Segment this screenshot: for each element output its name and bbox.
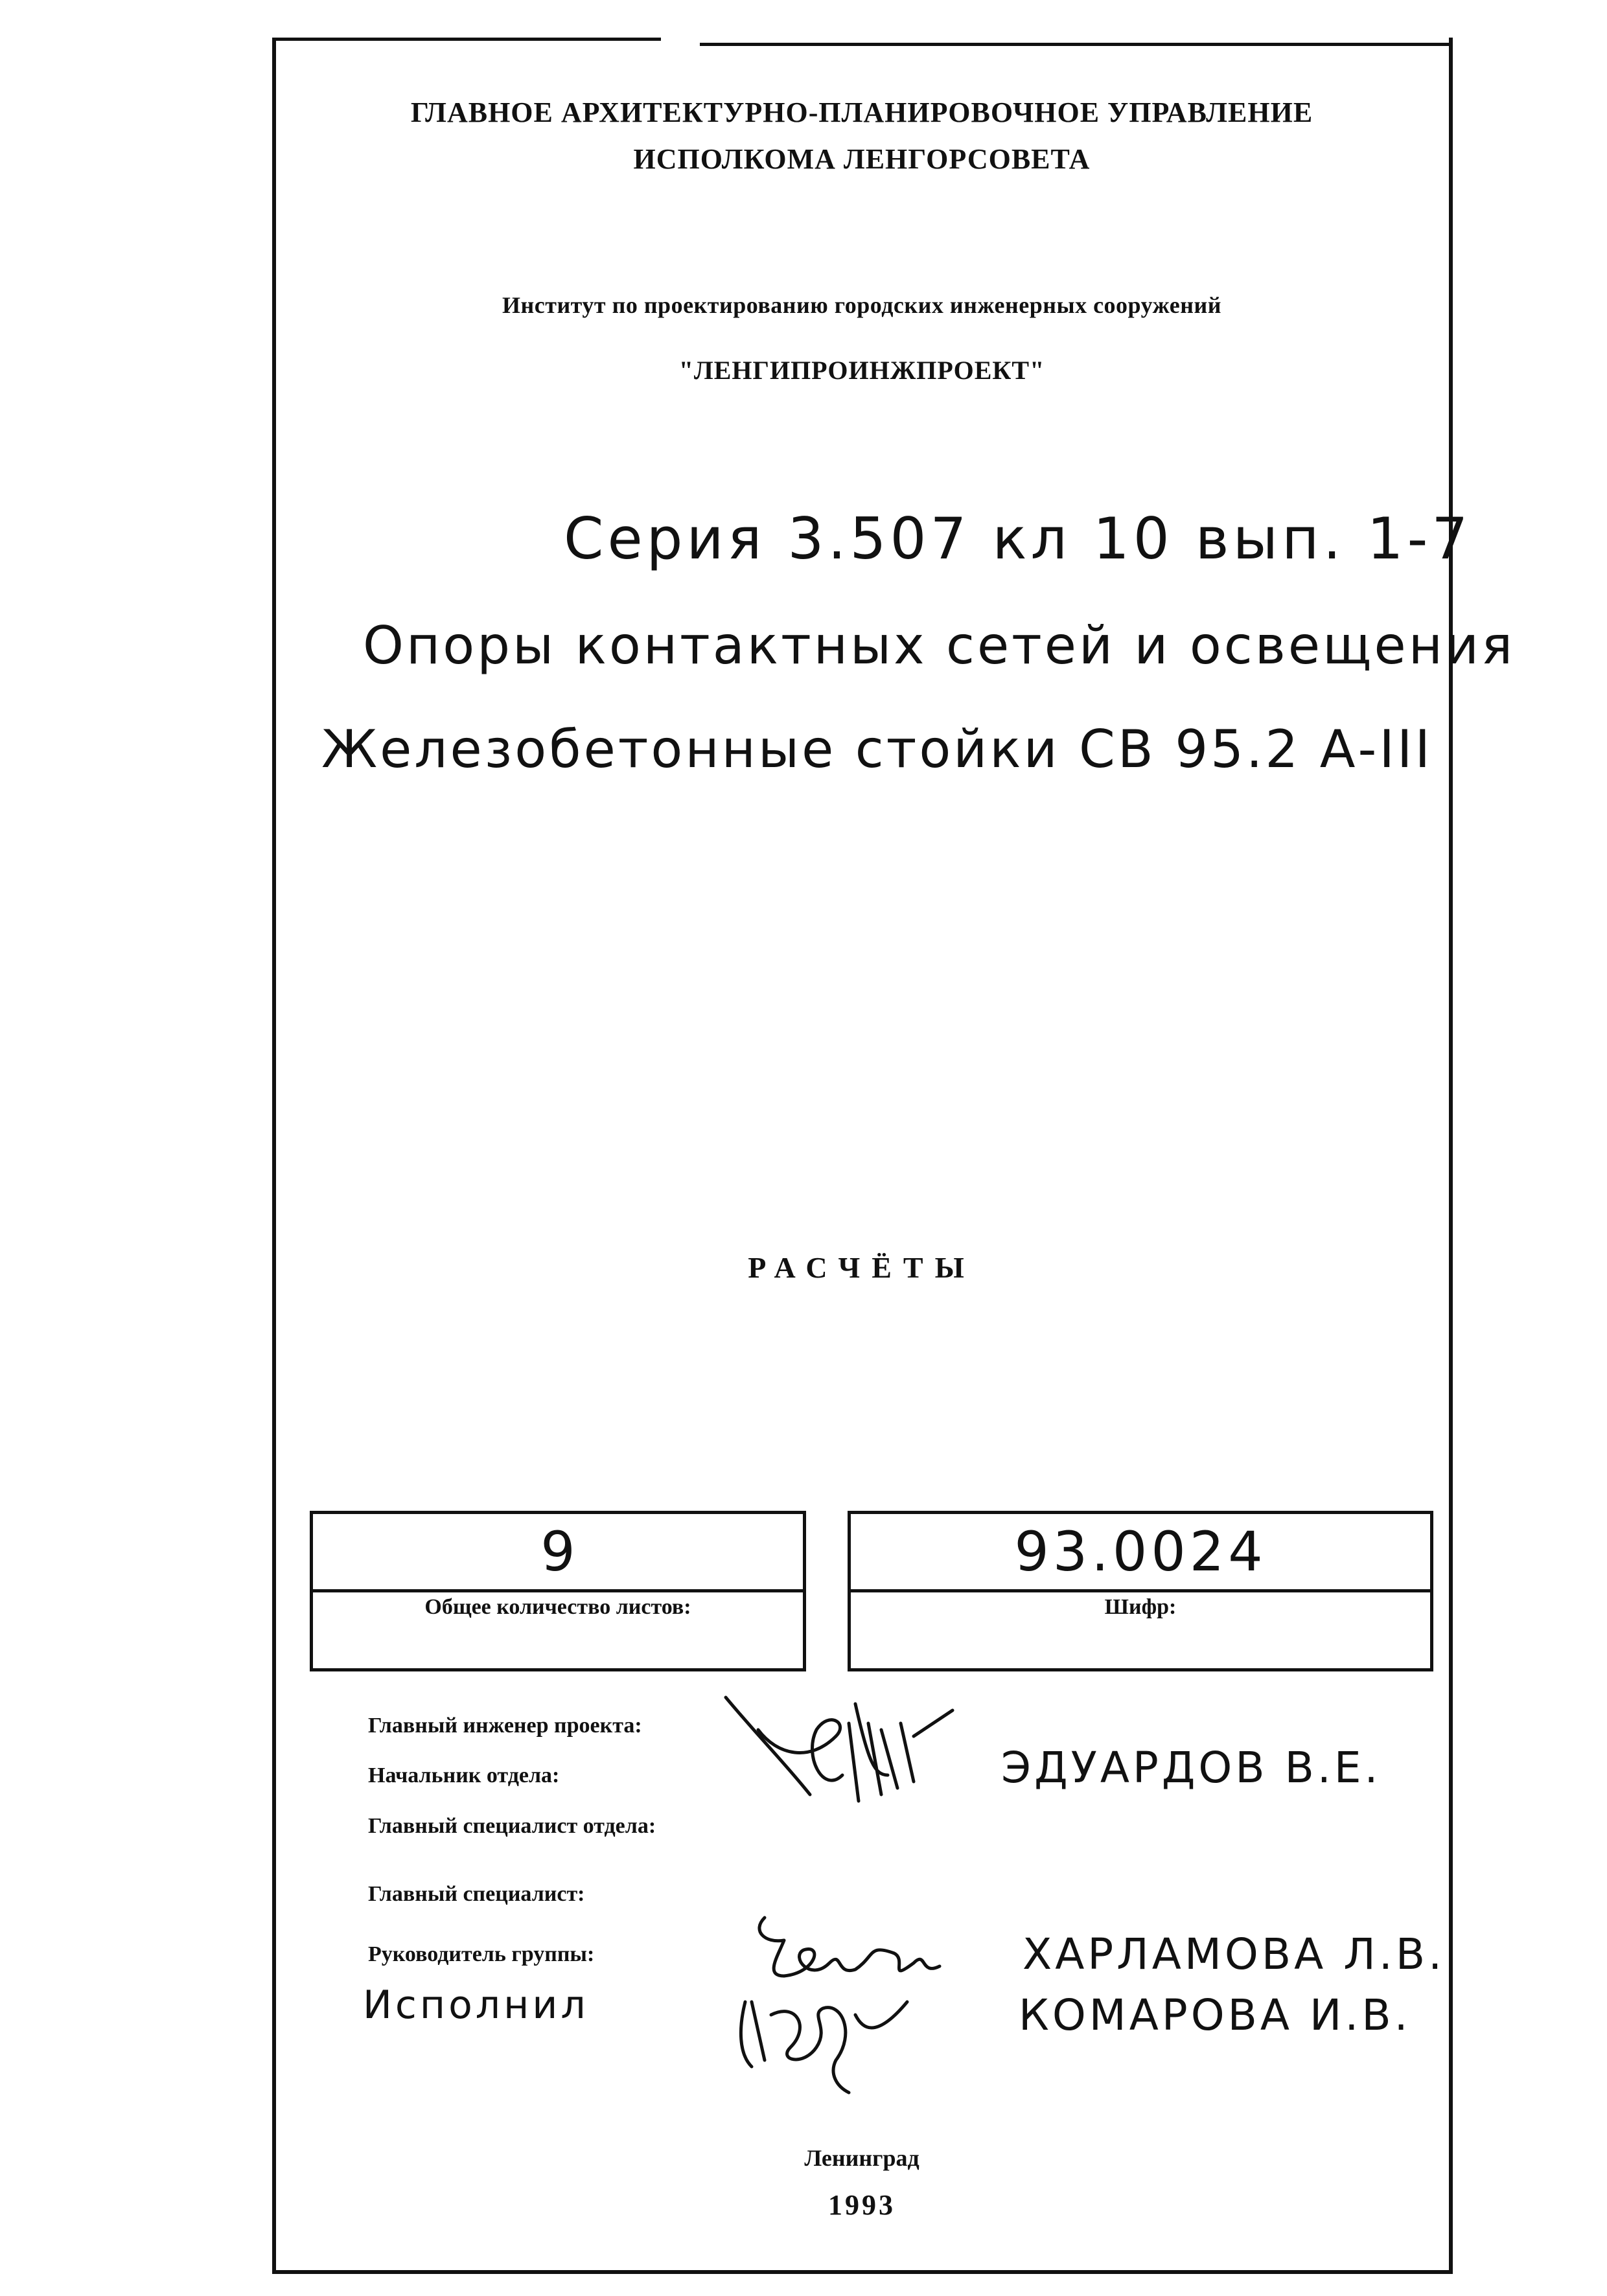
- frame-top-right: [700, 43, 1451, 46]
- executed-label: Исполнил: [363, 1982, 589, 2028]
- sheet-count-value: 9: [313, 1514, 803, 1592]
- agency-line-1: ГЛАВНОЕ АРХИТЕКТУРНО-ПЛАНИРОВОЧНОЕ УПРАВЛЕНИЕ: [410, 97, 1313, 128]
- chief-engineer-label: Главный инженер проекта:: [368, 1714, 642, 1738]
- agency-line-2: ИСПОЛКОМА ЛЕНГОРСОВЕТА: [633, 143, 1091, 175]
- chief-engineer-signature: [719, 1684, 978, 1827]
- executor-name: КОМАРОВА И.В.: [1019, 1990, 1411, 2040]
- document-title-line-2: Железобетонные стойки СВ 95.2 А-III: [321, 719, 1433, 779]
- group-leader-name: ХАРЛАМОВА Л.В.: [1023, 1929, 1446, 1979]
- code-value: 93.0024: [851, 1514, 1430, 1592]
- year: 1993: [828, 2189, 896, 2221]
- department-head-label: Начальник отдела:: [368, 1763, 560, 1787]
- chief-engineer-name: ЭДУАРДОВ В.Е.: [1001, 1743, 1382, 1793]
- frame-top-left: [272, 38, 661, 41]
- series-title: Серия 3.507 кл 10 вып. 1-7: [564, 505, 1472, 572]
- code-box: [848, 1511, 1433, 1671]
- group-leader-label: Руководитель группы:: [368, 1942, 595, 1966]
- sheet-count-label: Общее количество листов:: [424, 1595, 691, 1619]
- city: Ленинград: [804, 2145, 919, 2171]
- document-title-line-1: Опоры контактных сетей и освещения: [363, 615, 1516, 676]
- sheet-count-box: [310, 1511, 806, 1671]
- code-label: Шифр:: [1104, 1595, 1177, 1619]
- agency-header: [279, 89, 1445, 183]
- chief-specialist-label: Главный специалист:: [368, 1882, 585, 1906]
- dept-chief-specialist-label: Главный специалист отдела:: [368, 1814, 656, 1838]
- institute-name: Институт по проектированию городских инженерных сооружений: [502, 292, 1221, 318]
- section-title: РАСЧЁТЫ: [748, 1251, 976, 1284]
- organization-name: "ЛЕНГИПРОИНЖПРОЕКТ": [678, 356, 1045, 385]
- group-leader-signature: [726, 1905, 985, 2099]
